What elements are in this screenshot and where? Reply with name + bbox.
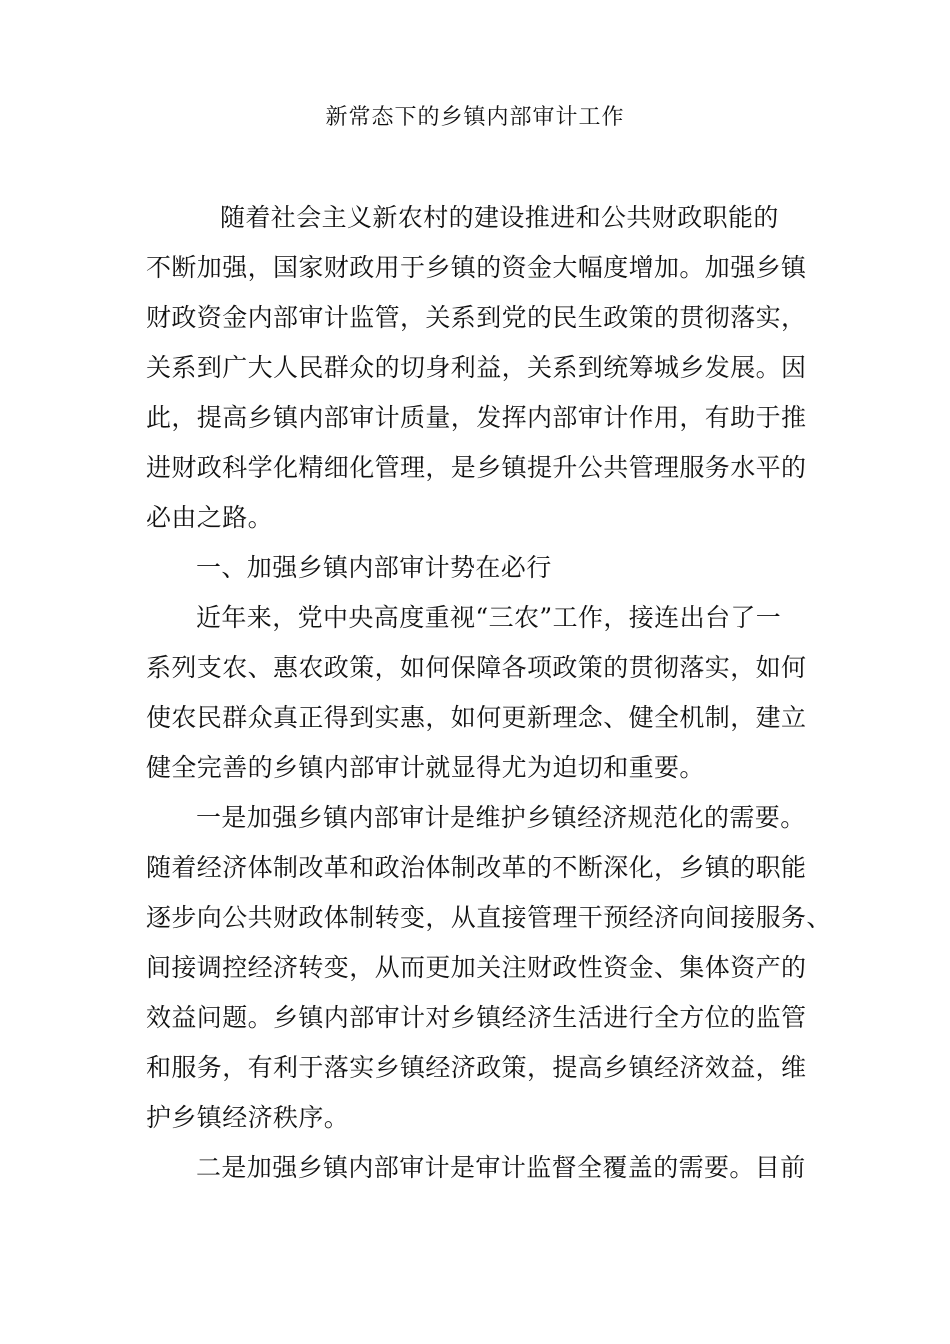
paragraph-2-line-3: 使农民群众真正得到实惠，如何更新理念、健全机制，建立 <box>146 703 807 732</box>
paragraph-2-line-4: 健全完善的乡镇内部审计就显得尤为迫切和重要。 <box>146 753 705 782</box>
paragraph-intro-line-4: 关系到广大人民群众的切身利益，关系到统筹城乡发展。因 <box>146 353 807 382</box>
paragraph-3-line-5: 效益问题。乡镇内部审计对乡镇经济生活进行全方位的监管 <box>146 1003 807 1032</box>
paragraph-4-line-1: 二是加强乡镇内部审计是审计监督全覆盖的需要。目前 <box>196 1153 806 1182</box>
paragraph-3-line-6: 和服务，有利于落实乡镇经济政策，提高乡镇经济效益，维 <box>146 1053 807 1082</box>
paragraph-intro-line-6: 进财政科学化精细化管理，是乡镇提升公共管理服务水平的 <box>146 453 807 482</box>
paragraph-intro-line-1: 随着社会主义新农村的建设推进和公共财政职能的 <box>220 203 779 232</box>
paragraph-3-line-7: 护乡镇经济秩序。 <box>146 1103 350 1132</box>
paragraph-2-line-2: 系列支农、惠农政策，如何保障各项政策的贯彻落实，如何 <box>146 653 807 682</box>
paragraph-intro-line-5: 此，提高乡镇内部审计质量，发挥内部审计作用，有助于推 <box>146 403 807 432</box>
paragraph-3-line-4: 间接调控经济转变，从而更加关注财政性资金、集体资产的 <box>146 953 807 982</box>
paragraph-3-line-2: 随着经济体制改革和政治体制改革的不断深化，乡镇的职能 <box>146 853 807 882</box>
paragraph-intro-line-2: 不断加强，国家财政用于乡镇的资金大幅度增加。加强乡镇 <box>146 253 807 282</box>
paragraph-3-line-1: 一是加强乡镇内部审计是维护乡镇经济规范化的需要。 <box>196 803 806 832</box>
paragraph-intro-line-7: 必由之路。 <box>146 503 274 532</box>
paragraph-intro-line-3: 财政资金内部审计监管，关系到党的民生政策的贯彻落实， <box>146 303 807 332</box>
section-heading-1: 一、加强乡镇内部审计势在必行 <box>196 553 552 582</box>
document-title: 新常态下的乡镇内部审计工作 <box>325 105 625 130</box>
paragraph-3-line-3: 逐步向公共财政体制转变，从直接管理干预经济向间接服务、 <box>146 903 832 932</box>
paragraph-2-line-1: 近年来，党中央高度重视“三农”工作，接连出台了一 <box>196 603 782 632</box>
